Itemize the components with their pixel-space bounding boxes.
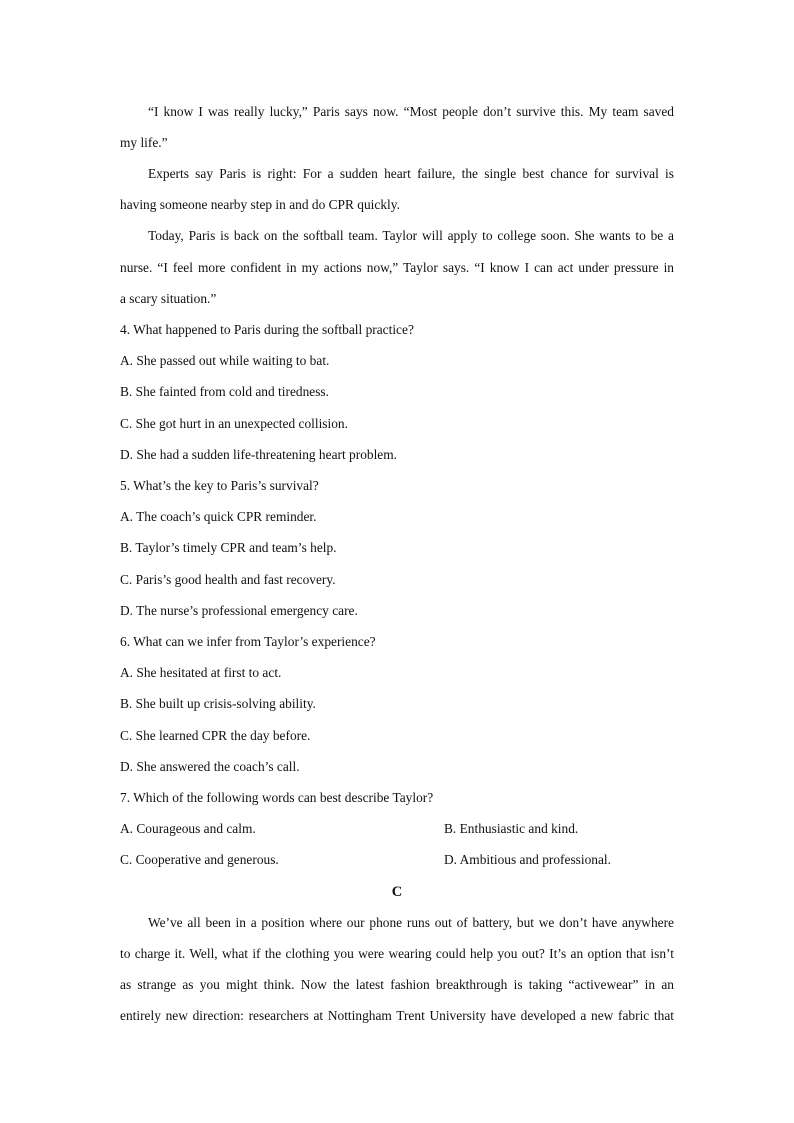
answer-option: A. She passed out while waiting to bat. bbox=[120, 353, 330, 368]
paragraph-line: my life.” bbox=[120, 135, 168, 150]
paragraph-line: nurse. “I feel more confident in my actions now,” Taylor says. “I know I can act under pressure in bbox=[120, 260, 674, 275]
answer-option: C. Cooperative and generous. bbox=[120, 852, 279, 867]
section-heading: C bbox=[391, 884, 403, 900]
paragraph-line: to charge it. Well, what if the clothing you were wearing could help you out? It’s an option that isn’t bbox=[120, 946, 674, 961]
answer-option: D. She answered the coach’s call. bbox=[120, 759, 300, 774]
answer-option: B. She built up crisis-solving ability. bbox=[120, 696, 316, 711]
paragraph-line: having someone nearby step in and do CPR quickly. bbox=[120, 197, 400, 212]
answer-option: C. She learned CPR the day before. bbox=[120, 728, 311, 743]
answer-option: A. Courageous and calm. bbox=[120, 821, 256, 836]
paragraph-line: We’ve all been in a position where our phone runs out of battery, but we don’t have anywhere bbox=[148, 915, 674, 930]
answer-option: D. The nurse’s professional emergency care. bbox=[120, 603, 358, 618]
paragraph-line: a scary situation.” bbox=[120, 291, 217, 306]
answer-option: B. Taylor’s timely CPR and team’s help. bbox=[120, 540, 337, 555]
question-stem: 7. Which of the following words can best describe Taylor? bbox=[120, 790, 434, 805]
paragraph-line: Experts say Paris is right: For a sudden heart failure, the single best chance for survival is bbox=[148, 166, 674, 181]
answer-option: A. The coach’s quick CPR reminder. bbox=[120, 509, 317, 524]
paragraph-line: entirely new direction: researchers at Nottingham Trent University have developed a new fabric that bbox=[120, 1008, 674, 1023]
paragraph-line: Today, Paris is back on the softball team. Taylor will apply to college soon. She wants to be a bbox=[148, 228, 674, 243]
answer-option: A. She hesitated at first to act. bbox=[120, 665, 282, 680]
paragraph-line: as strange as you might think. Now the latest fashion breakthrough is taking “activewear” in an bbox=[120, 977, 674, 992]
paragraph-line: “I know I was really lucky,” Paris says now. “Most people don’t survive this. My team saved bbox=[148, 104, 674, 119]
answer-option: D. Ambitious and professional. bbox=[444, 852, 611, 867]
answer-option: D. She had a sudden life-threatening heart problem. bbox=[120, 447, 398, 462]
answer-option: C. She got hurt in an unexpected collision. bbox=[120, 416, 348, 431]
question-stem: 4. What happened to Paris during the softball practice? bbox=[120, 322, 414, 337]
question-stem: 5. What’s the key to Paris’s survival? bbox=[120, 478, 319, 493]
answer-option: C. Paris’s good health and fast recovery. bbox=[120, 572, 336, 587]
answer-option: B. She fainted from cold and tiredness. bbox=[120, 384, 329, 399]
question-stem: 6. What can we infer from Taylor’s experience? bbox=[120, 634, 376, 649]
answer-option: B. Enthusiastic and kind. bbox=[444, 821, 579, 836]
